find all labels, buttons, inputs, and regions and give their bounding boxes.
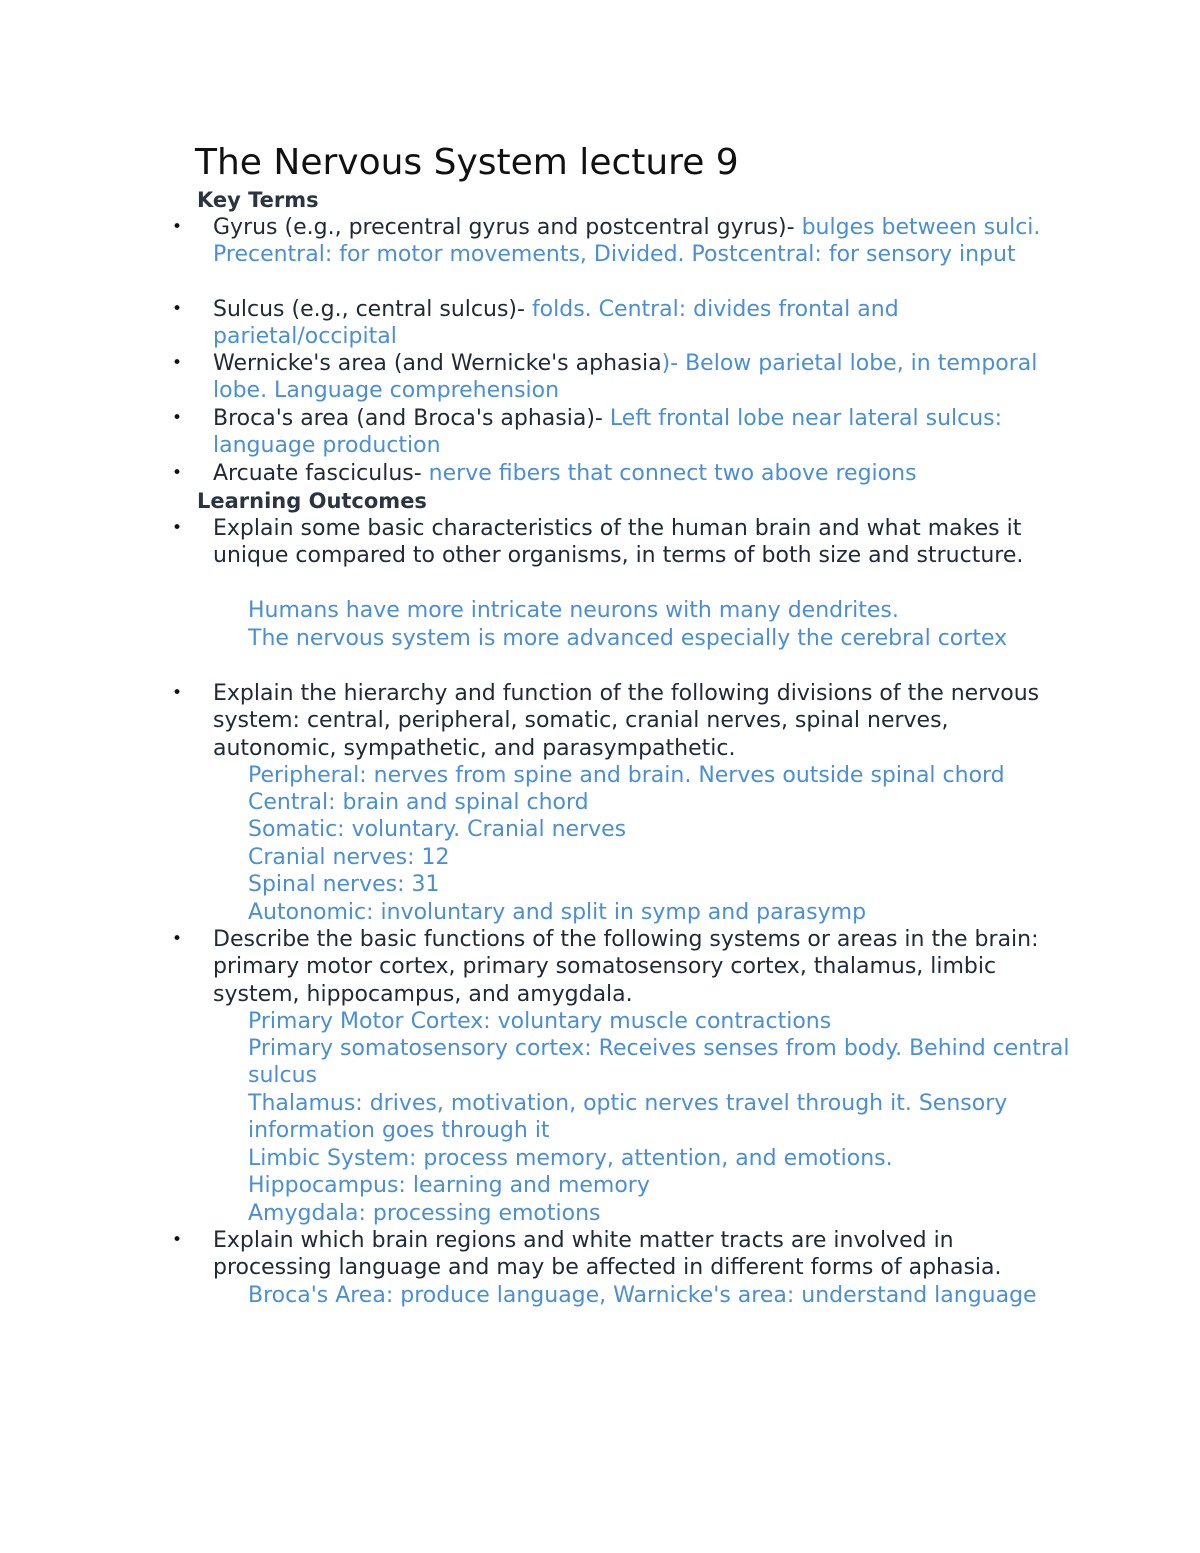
key-term-label: Arcuate fasciculus-	[213, 461, 429, 486]
outcome-item	[172, 926, 1073, 1008]
outcome-note: Autonomic: involuntary and split in symp and parasymp	[248, 900, 867, 925]
bullet-icon: •	[172, 1230, 183, 1250]
outcome-text: Explain the hierarchy and function of the following divisions of the nervous system: central, peripheral, somatic, cranial nerves, spinal nerves, autonomic, sympathetic, and parasympathetic.	[213, 681, 1040, 761]
bullet-icon: •	[172, 353, 183, 373]
key-term-note: Left frontal lobe near lateral sulcus: language production	[213, 406, 1003, 459]
page-title: The Nervous System lecture 9	[195, 142, 739, 183]
key-term-label: Wernicke's area (and Wernicke's aphasia	[213, 351, 662, 376]
bullet-icon: •	[172, 518, 183, 538]
key-term-item	[172, 350, 1073, 405]
outcome-text: Explain which brain regions and white matter tracts are involved in processing language and may be affected in different forms of aphasia.	[213, 1228, 1002, 1281]
outcome-item	[172, 515, 1073, 570]
key-term-note: folds. Central: divides frontal and parietal/occipital	[213, 297, 899, 350]
bullet-icon: •	[172, 217, 183, 237]
bullet-icon: •	[172, 929, 183, 949]
outcome-note: Primary somatosensory cortex: Receives senses from body. Behind central sulcus	[248, 1036, 1070, 1089]
key-term-item	[172, 405, 1073, 460]
outcome-note: Somatic: voluntary. Cranial nerves	[248, 817, 627, 842]
outcome-note: Humans have more intricate neurons with many dendrites.	[248, 598, 899, 623]
bullet-icon: •	[172, 463, 183, 483]
bullet-icon: •	[172, 408, 183, 428]
key-term-item	[172, 460, 1073, 487]
outcome-note: The nervous system is more advanced especially the cerebral cortex	[248, 626, 1008, 651]
key-term-label: Sulcus (e.g., central sulcus)-	[213, 297, 532, 322]
outcome-note: Broca's Area: produce language, Warnicke's area: understand language	[248, 1283, 1037, 1308]
learning-outcomes-heading: Learning Outcomes	[197, 489, 427, 513]
key-term-label: Broca's area (and Broca's aphasia)-	[213, 406, 610, 431]
bullet-icon: •	[172, 299, 183, 319]
key-term-note: )- Below parietal lobe, in temporal lobe. Language comprehension	[213, 351, 1038, 404]
key-term-note: bulges between sulci. Precentral: for motor movements, Divided. Postcentral: for sensory input	[213, 215, 1041, 268]
key-term-note: nerve fibers that connect two above regions	[428, 461, 917, 486]
outcome-note: Thalamus: drives, motivation, optic nerves travel through it. Sensory information goes through it	[248, 1091, 1008, 1144]
bullet-icon: •	[172, 683, 183, 703]
outcome-text: Explain some basic characteristics of the human brain and what makes it unique compared to other organisms, in terms of both size and structure.	[213, 516, 1024, 569]
outcome-note: Cranial nerves: 12	[248, 845, 450, 870]
outcome-note: Central: brain and spinal chord	[248, 790, 589, 815]
outcome-note: Limbic System: process memory, attention, and emotions.	[248, 1146, 893, 1171]
outcome-note: Amygdala: processing emotions	[248, 1201, 601, 1226]
outcome-text: Describe the basic functions of the following systems or areas in the brain: primary motor cortex, primary somatosensory cortex, thalamus, limbic system, hippocampus, and amygdala.	[213, 927, 1039, 1007]
outcome-note: Primary Motor Cortex: voluntary muscle contractions	[248, 1009, 832, 1034]
key-term-item	[172, 214, 1073, 269]
outcome-note: Spinal nerves: 31	[248, 872, 440, 897]
outcome-note: Peripheral: nerves from spine and brain. Nerves outside spinal chord	[248, 763, 1005, 788]
key-term-label: Gyrus (e.g., precentral gyrus and postcentral gyrus)-	[213, 215, 802, 240]
outcome-item	[172, 1227, 1073, 1282]
outcome-note: Hippocampus: learning and memory	[248, 1173, 650, 1198]
outcome-item	[172, 680, 1073, 762]
key-term-item	[172, 296, 1073, 351]
key-terms-heading: Key Terms	[197, 188, 319, 212]
